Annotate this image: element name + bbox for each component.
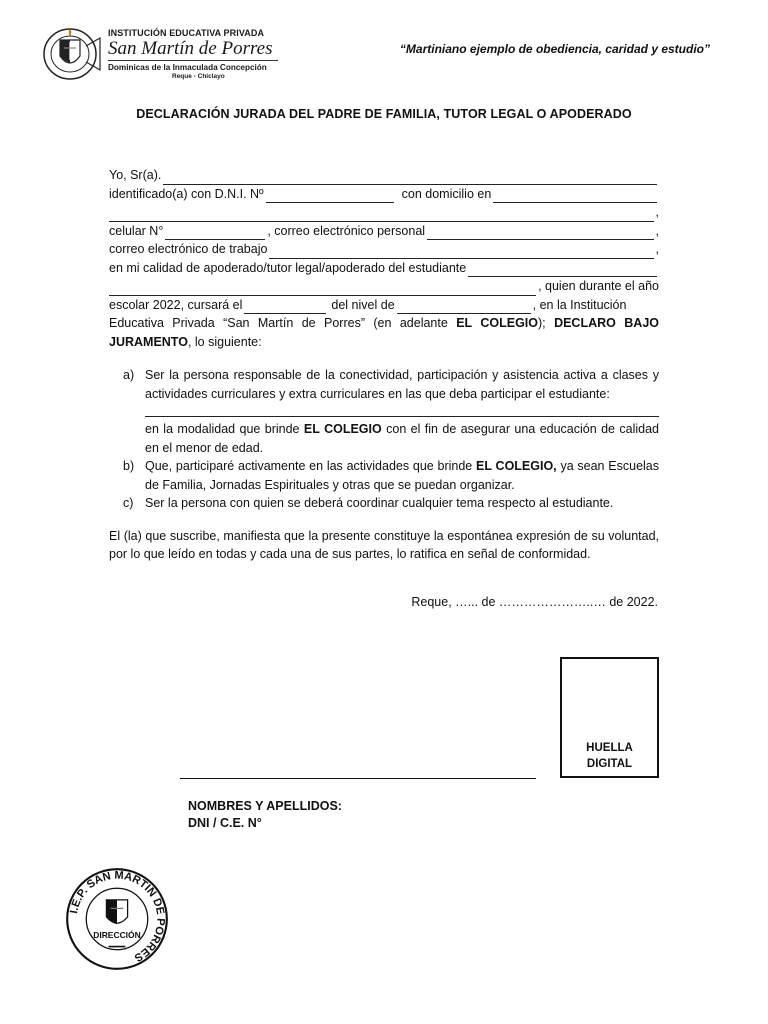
form-row-phone: celular N° , correo electrónico personal , [109,222,659,241]
student-name-blank[interactable] [145,403,659,417]
fingerprint-label-2: DIGITAL [586,758,633,770]
student-continued-blank[interactable] [109,283,536,296]
fingerprint-label-1: HUELLA [586,742,633,754]
institution-order: Dominicas de la Inmaculada Concepción [108,63,267,72]
address-blank[interactable] [493,190,657,203]
school-motto: “Martiniano ejemplo de obediencia, caridad y estudio” [399,42,710,56]
address-continued-blank[interactable] [109,209,654,222]
student-blank[interactable] [468,264,657,277]
date-line: Reque, …... de …………………..… de 2022. [411,595,658,609]
closing-paragraph: El (la) que suscribe, manifiesta que la presente constituye la espontánea expresión de su voluntad, por lo que leído en todas y cada una de sus partes, lo ratifica en señal de conformidad. [109,528,659,561]
signature-line[interactable] [180,778,536,779]
dni-label: DNI / C.E. N° [188,816,262,830]
stamp-center-text: DIRECCIÓN [93,930,141,941]
form-row-address-cont: , [109,203,659,222]
phone-blank[interactable] [165,227,265,240]
form-row-dni: identificado(a) con D.N.I. Nº con domicilio en [109,185,659,204]
institution-location: Reque - Chiclayo [172,73,225,80]
list-item: c) Ser la persona con quien se deberá coordinar cualquier tema respecto al estudiante. [123,496,614,510]
level-blank[interactable] [397,301,531,314]
name-blank[interactable] [163,172,657,185]
fingerprint-box[interactable] [560,657,659,778]
list-item: a) Ser la persona responsable de la conectividad, participación y asistencia activa a clases y actividades curriculares y extra curriculares en las que deba participar el estudiante: en la modalidad que brinde EL COLEGIO con el fin de asegurar una educación de calidad en el menor de edad. [123,368,659,455]
declaration-body [109,166,659,564]
institution-name: San Martín de Porres [108,39,278,61]
declaration-list [109,366,659,513]
form-row-name: Yo, Sr(a). [109,166,659,185]
stamp-ring-text: I.E.P. SAN MARTIN DE PORRES [68,869,167,964]
declaration-paragraph: Educativa Privada “San Martín de Porres” (en adelante EL COLEGIO); DECLARO BAJO JURAMENTO, lo siguiente: [109,316,659,349]
institution-type-label: INSTITUCIÓN EDUCATIVA PRIVADA [108,28,265,38]
grade-blank[interactable] [244,301,326,314]
signature-labels [188,798,342,832]
form-row-student-cont: , quien durante el año [109,277,659,296]
names-label: NOMBRES Y APELLIDOS: [188,799,342,813]
form-row-grade: escolar 2022, cursará el del nivel de , en la Institución [109,296,659,315]
personal-email-blank[interactable] [427,227,653,240]
document-title: DECLARACIÓN JURADA DEL PADRE DE FAMILIA, TUTOR LEGAL O APODERADO [136,107,632,121]
form-row-work-email: correo electrónico de trabajo , [109,240,659,259]
list-item: b) Que, participaré activamente en las actividades que brinde EL COLEGIO, ya sean Escuelas de Familia, Jornadas Espirituales y otras que se puedan organizar. [123,459,660,492]
dni-blank[interactable] [266,190,394,203]
school-seal-icon [42,26,104,82]
school-stamp-icon [64,866,170,972]
work-email-blank[interactable] [269,246,653,259]
institution-logo [42,26,272,82]
form-row-student: en mi calidad de apoderado/tutor legal/apoderado del estudiante [109,259,659,278]
